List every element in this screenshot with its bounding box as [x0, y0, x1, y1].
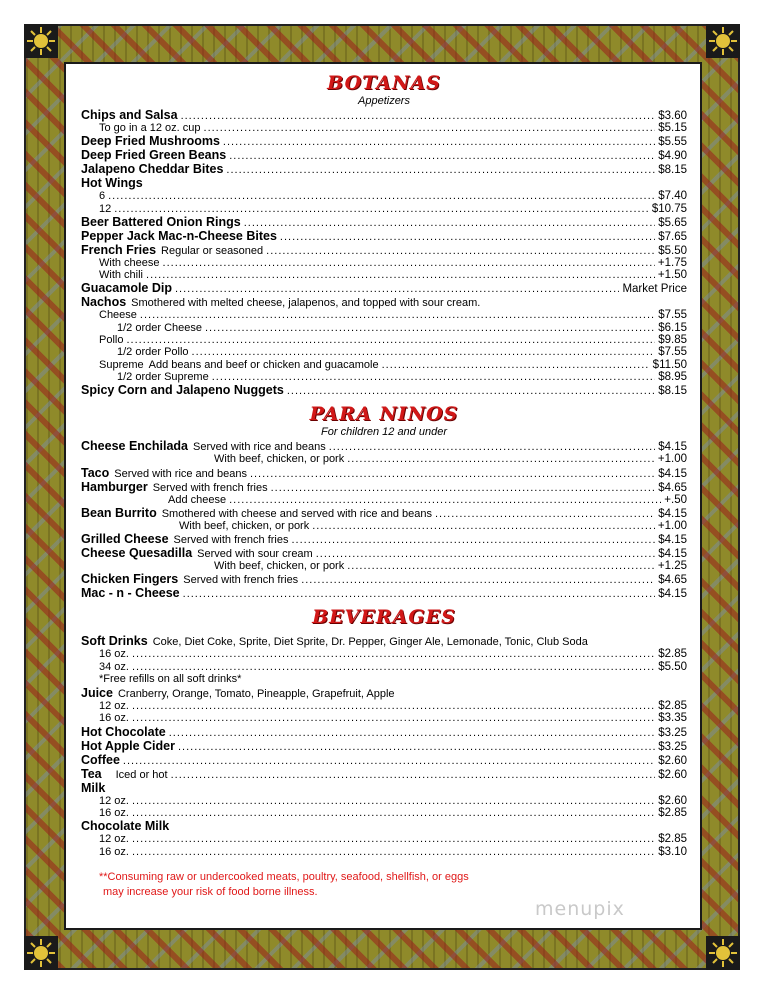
menu-subitem: To go in a 12 oz. cup ..... $5.15 [81, 122, 687, 134]
menu-item: Cheese Quesadilla Served with sour cream ..... $4.15 [81, 546, 687, 560]
warning-line-1: **Consuming raw or undercooked meats, poultry, seafood, shellfish, or eggs [99, 870, 469, 883]
watermark: menupix [535, 898, 625, 920]
menu-content [81, 72, 687, 900]
menu-item-heading: Hot Wings [81, 176, 143, 191]
menu-subitem: With beef, chicken, or pork ..... +1.00 [81, 453, 687, 465]
menu-item-heading: Chocolate Milk [81, 819, 170, 834]
menu-subitem: Supreme Add beans and beef or chicken and guacamole ..... $11.50 [81, 359, 687, 371]
section-subtitle-ninos: For children 12 and under [321, 426, 447, 439]
food-safety-warning [81, 870, 687, 900]
section-title-beverages: BEVERAGES [312, 606, 456, 629]
menu-subitem: With cheese ..... +1.75 [81, 257, 687, 269]
menu-item: Chips and Salsa ..... $3.60 [81, 108, 687, 122]
menu-item: Cheese Enchilada Served with rice and beans ..... $4.15 [81, 439, 687, 453]
menu-item-heading: Juice Cranberry, Orange, Tomato, Pineapple, Grapefruit, Apple [81, 686, 395, 701]
sun-corner-icon [706, 24, 740, 58]
menu-subitem: 34 oz. ..... $5.50 [81, 661, 687, 673]
menu-subitem: 12 oz. ..... $2.85 [81, 700, 687, 712]
menu-item: Deep Fried Green Beans ..... $4.90 [81, 148, 687, 162]
menu-subitem: 1/2 order Supreme ..... $8.95 [81, 371, 687, 383]
menu-subitem: 16 oz. ..... $2.85 [81, 648, 687, 660]
menu-subitem: With chili ..... +1.50 [81, 269, 687, 281]
menu-item: Grilled Cheese Served with french fries ..... $4.15 [81, 532, 687, 546]
menu-subitem: 16 oz. ..... $3.35 [81, 712, 687, 724]
menu-subitem: With beef, chicken, or pork ..... +1.25 [81, 560, 687, 572]
menu-subitem: 1/2 order Cheese ..... $6.15 [81, 322, 687, 334]
menu-subitem: 16 oz. ..... $3.10 [81, 846, 687, 858]
menu-item: Jalapeno Cheddar Bites ..... $8.15 [81, 162, 687, 176]
menu-item-heading: Milk [81, 780, 106, 795]
refill-note: *Free refills on all soft drinks* [99, 673, 242, 686]
menu-item: Taco Served with rice and beans ..... $4.15 [81, 466, 687, 480]
menu-item: Deep Fried Mushrooms ..... $5.55 [81, 134, 687, 148]
menu-subitem: Cheese ..... $7.55 [81, 309, 687, 321]
menu-subitem: With beef, chicken, or pork ..... +1.00 [81, 520, 687, 532]
menu-item: Guacamole Dip ..... Market Price [81, 281, 687, 295]
menu-subitem: 6 ..... $7.40 [81, 190, 687, 202]
sun-corner-icon [706, 936, 740, 970]
section-title-ninos: PARA NINOS [309, 403, 459, 426]
menu-item: Pepper Jack Mac-n-Cheese Bites ..... $7.65 [81, 229, 687, 243]
menu-item: Bean Burrito Smothered with cheese and served with rice and beans ..... $4.15 [81, 506, 687, 520]
menu-item: Spicy Corn and Jalapeno Nuggets ..... $8.15 [81, 383, 687, 397]
menu-item: Chicken Fingers Served with french fries ..... $4.65 [81, 572, 687, 586]
menu-item: Mac - n - Cheese ..... $4.15 [81, 586, 687, 600]
menu-item: Coffee ..... $2.60 [81, 753, 687, 767]
menu-item: Beer Battered Onion Rings ..... $5.65 [81, 215, 687, 229]
menu-subitem: 12 oz. ..... $2.85 [81, 833, 687, 845]
menu-item: Hot Apple Cider ..... $3.25 [81, 739, 687, 753]
menu-item: French Fries Regular or seasoned ..... $5.50 [81, 243, 687, 257]
section-title-botanas: BOTANAS [327, 72, 441, 94]
menu-item-heading: Nachos Smothered with melted cheese, jalapenos, and topped with sour cream. [81, 295, 481, 310]
menu-item-heading: Soft Drinks Coke, Diet Coke, Sprite, Diet Sprite, Dr. Pepper, Ginger Ale, Lemonade, Tonic, Club Soda [81, 634, 588, 649]
menu-subitem: 12 oz. ..... $2.60 [81, 795, 687, 807]
menu-subitem: 12 ..... $10.75 [81, 203, 687, 215]
menu-item: Hamburger Served with french fries ..... $4.65 [81, 480, 687, 494]
warning-line-2: may increase your risk of food borne illness. [103, 885, 318, 898]
sun-corner-icon [24, 936, 58, 970]
menu-subitem: 1/2 order Pollo ..... $7.55 [81, 346, 687, 358]
section-subtitle-botanas: Appetizers [358, 95, 410, 107]
menu-item: Tea Iced or hot ..... $2.60 [81, 767, 687, 781]
menu-subitem: 16 oz. ..... $2.85 [81, 807, 687, 819]
menu-item: Hot Chocolate ..... $3.25 [81, 725, 687, 739]
menu-subitem: Add cheese ..... +.50 [81, 494, 687, 506]
menu-subitem: Pollo ..... $9.85 [81, 334, 687, 346]
sun-corner-icon [24, 24, 58, 58]
